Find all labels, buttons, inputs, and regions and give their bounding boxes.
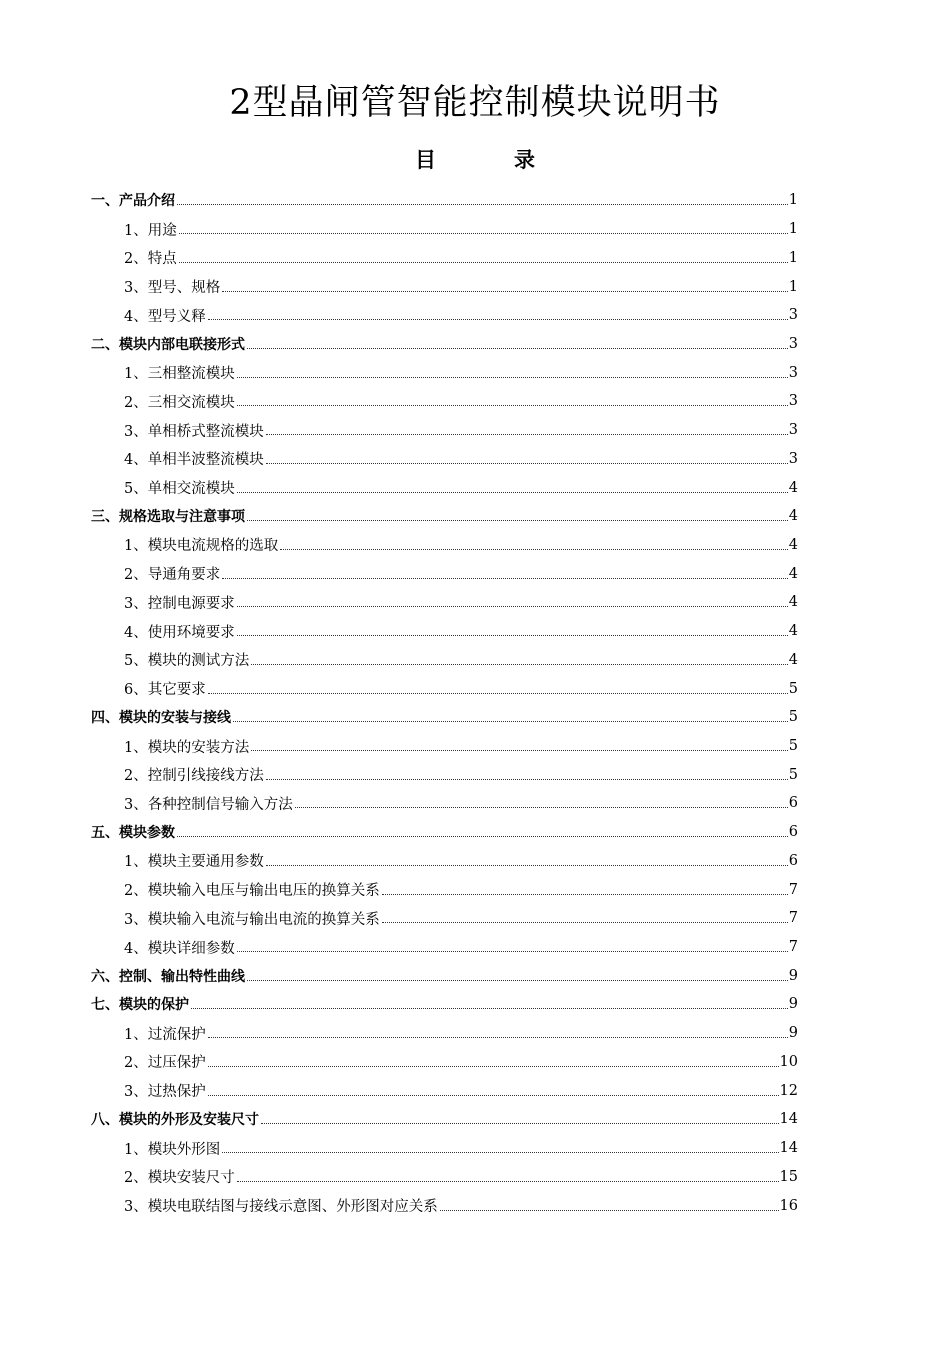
toc-page-number: 6 [788, 824, 798, 841]
toc-page-number: 1 [788, 221, 798, 238]
toc-entry-label: 3、型号、规格 [124, 280, 221, 297]
toc-section-entry[interactable] [0, 1105, 950, 1134]
toc-entry-label: 3、控制电源要求 [124, 595, 235, 612]
toc-dot-leader [280, 549, 788, 550]
toc-entry-label: 3、模块电联结图与接线示意图、外形图对应关系 [124, 1199, 438, 1216]
toc-page-number: 1 [788, 249, 798, 266]
toc-dot-leader [222, 578, 788, 579]
toc-entry-label: 1、模块主要通用参数 [124, 854, 264, 871]
toc-section-entry[interactable] [0, 502, 950, 531]
toc-entry-label: 三、规格选取与注意事项 [91, 509, 245, 526]
toc-dot-leader [177, 836, 788, 837]
toc-entry-label: 2、特点 [124, 251, 177, 268]
toc-subsection-entry[interactable] [0, 789, 950, 818]
toc-dot-leader [191, 1008, 788, 1009]
toc-dot-leader [208, 319, 788, 320]
toc-entry-label: 八、模块的外形及安装尺寸 [91, 1112, 259, 1129]
toc-page-number: 9 [788, 996, 798, 1013]
toc-page-number: 5 [788, 709, 798, 726]
toc-subsection-entry[interactable] [0, 301, 950, 330]
toc-page-number: 5 [788, 680, 798, 697]
toc-page-number: 3 [788, 364, 798, 381]
toc-dot-leader [247, 348, 788, 349]
toc-subsection-entry[interactable] [0, 588, 950, 617]
toc-subsection-entry[interactable] [0, 760, 950, 789]
toc-dot-leader [179, 233, 788, 234]
toc-page-number: 6 [788, 852, 798, 869]
toc-subsection-entry[interactable] [0, 1048, 950, 1077]
toc-entry-label: 四、模块的安装与接线 [91, 710, 231, 727]
toc-subsection-entry[interactable] [0, 847, 950, 876]
toc-page-number: 1 [788, 278, 798, 295]
toc-subsection-entry[interactable] [0, 1134, 950, 1163]
toc-subsection-entry[interactable] [0, 1019, 950, 1048]
toc-entry-label: 3、各种控制信号输入方法 [124, 796, 293, 813]
toc-dot-leader [382, 894, 788, 895]
toc-section-entry[interactable] [0, 330, 950, 359]
toc-dot-leader [295, 807, 788, 808]
toc-entry-label: 2、导通角要求 [124, 567, 221, 584]
toc-page-number: 3 [788, 422, 798, 439]
toc-entry-label: 2、控制引线接线方法 [124, 768, 264, 785]
toc-entry-label: 2、三相交流模块 [124, 394, 235, 411]
toc-subsection-entry[interactable] [0, 272, 950, 301]
toc-page-number: 4 [788, 565, 798, 582]
toc-entry-label: 3、模块输入电流与输出电流的换算关系 [124, 911, 380, 928]
toc-page-number: 7 [788, 939, 798, 956]
toc-page-number: 4 [788, 508, 798, 525]
toc-page-number: 7 [788, 910, 798, 927]
toc-page-number: 4 [788, 479, 798, 496]
toc-dot-leader [222, 1152, 778, 1153]
toc-page-number: 3 [788, 450, 798, 467]
toc-subsection-entry[interactable] [0, 732, 950, 761]
toc-subsection-entry[interactable] [0, 358, 950, 387]
toc-dot-leader [237, 635, 788, 636]
toc-entry-label: 2、模块输入电压与输出电压的换算关系 [124, 883, 380, 900]
toc-entry-label: 5、单相交流模块 [124, 481, 235, 498]
toc-page-number: 7 [788, 881, 798, 898]
toc-dot-leader [237, 1181, 779, 1182]
toc-dot-leader [251, 750, 788, 751]
toc-subsection-entry[interactable] [0, 1191, 950, 1220]
toc-entry-label: 1、模块的安装方法 [124, 739, 250, 756]
toc-dot-leader [179, 262, 788, 263]
toc-section-entry[interactable] [0, 818, 950, 847]
toc-page-number: 4 [788, 623, 798, 640]
toc-page-number: 14 [779, 1111, 798, 1128]
toc-dot-leader [247, 520, 788, 521]
toc-page-number: 3 [788, 307, 798, 324]
toc-entry-label: 6、其它要求 [124, 682, 206, 699]
toc-entry-label: 五、模块参数 [91, 825, 175, 842]
toc-entry-label: 2、模块安装尺寸 [124, 1170, 235, 1187]
toc-entry-label: 1、模块电流规格的选取 [124, 538, 279, 555]
toc-page-number: 9 [788, 1025, 798, 1042]
toc-entry-label: 3、单相桥式整流模块 [124, 423, 264, 440]
toc-section-entry[interactable] [0, 990, 950, 1019]
toc-entry-label: 1、过流保护 [124, 1026, 206, 1043]
toc-page-number: 12 [779, 1082, 798, 1099]
toc-dot-leader [266, 463, 788, 464]
toc-page-number: 3 [788, 335, 798, 352]
toc-dot-leader [237, 951, 788, 952]
toc-subsection-entry[interactable] [0, 473, 950, 502]
toc-subsection-entry[interactable] [0, 1076, 950, 1105]
toc-page-number: 16 [779, 1197, 798, 1214]
toc-heading: 目录 [415, 148, 613, 172]
toc-dot-leader [237, 377, 788, 378]
toc-subsection-entry[interactable] [0, 617, 950, 646]
toc-entry-label: 六、控制、输出特性曲线 [91, 968, 245, 985]
toc-subsection-entry[interactable] [0, 387, 950, 416]
toc-subsection-entry[interactable] [0, 243, 950, 272]
toc-subsection-entry[interactable] [0, 215, 950, 244]
toc-page-number: 4 [788, 594, 798, 611]
toc-page-number: 9 [788, 967, 798, 984]
toc-page-number: 4 [788, 536, 798, 553]
toc-dot-leader [237, 606, 788, 607]
toc-subsection-entry[interactable] [0, 559, 950, 588]
toc-subsection-entry[interactable] [0, 646, 950, 675]
toc-dot-leader [177, 204, 788, 205]
toc-dot-leader [222, 291, 788, 292]
toc-page-number: 3 [788, 393, 798, 410]
toc-page-number: 15 [779, 1168, 798, 1185]
toc-dot-leader [247, 980, 788, 981]
toc-page-number: 6 [788, 795, 798, 812]
toc-subsection-entry[interactable] [0, 444, 950, 473]
toc-section-entry[interactable] [0, 186, 950, 215]
toc-page-number: 10 [779, 1053, 798, 1070]
table-of-contents [0, 186, 950, 1220]
toc-section-entry[interactable] [0, 703, 950, 732]
toc-entry-label: 3、过热保护 [124, 1084, 206, 1101]
toc-entry-label: 2、过压保护 [124, 1055, 206, 1072]
toc-dot-leader [237, 492, 788, 493]
toc-subsection-entry[interactable] [0, 933, 950, 962]
toc-page-number: 5 [788, 738, 798, 755]
toc-entry-label: 1、三相整流模块 [124, 366, 235, 383]
toc-dot-leader [261, 1123, 779, 1124]
document-title: 2型晶闸管智能控制模块说明书 [229, 83, 721, 123]
toc-page-number: 5 [788, 766, 798, 783]
toc-subsection-entry[interactable] [0, 531, 950, 560]
toc-entry-label: 1、用途 [124, 222, 177, 239]
toc-subsection-entry[interactable] [0, 674, 950, 703]
toc-dot-leader [266, 779, 788, 780]
toc-entry-label: 4、单相半波整流模块 [124, 452, 264, 469]
toc-entry-label: 1、模块外形图 [124, 1141, 221, 1158]
toc-subsection-entry[interactable] [0, 1162, 950, 1191]
toc-entry-label: 5、模块的测试方法 [124, 653, 250, 670]
toc-dot-leader [382, 922, 788, 923]
toc-page-number: 1 [788, 192, 798, 209]
toc-dot-leader [266, 865, 788, 866]
toc-section-entry[interactable] [0, 961, 950, 990]
toc-entry-label: 二、模块内部电联接形式 [91, 336, 245, 353]
toc-entry-label: 一、产品介绍 [91, 193, 175, 210]
toc-subsection-entry[interactable] [0, 416, 950, 445]
toc-dot-leader [233, 721, 788, 722]
toc-page-number: 4 [788, 651, 798, 668]
toc-dot-leader [440, 1210, 779, 1211]
toc-dot-leader [266, 434, 788, 435]
toc-dot-leader [237, 405, 788, 406]
toc-subsection-entry[interactable] [0, 875, 950, 904]
toc-dot-leader [251, 664, 788, 665]
toc-entry-label: 4、使用环境要求 [124, 624, 235, 641]
toc-dot-leader [208, 1095, 779, 1096]
toc-subsection-entry[interactable] [0, 904, 950, 933]
toc-page-number: 14 [779, 1140, 798, 1157]
toc-entry-label: 4、型号义释 [124, 308, 206, 325]
toc-dot-leader [208, 693, 788, 694]
toc-dot-leader [208, 1066, 779, 1067]
toc-entry-label: 七、模块的保护 [91, 997, 189, 1014]
toc-entry-label: 4、模块详细参数 [124, 940, 235, 957]
toc-dot-leader [208, 1037, 788, 1038]
